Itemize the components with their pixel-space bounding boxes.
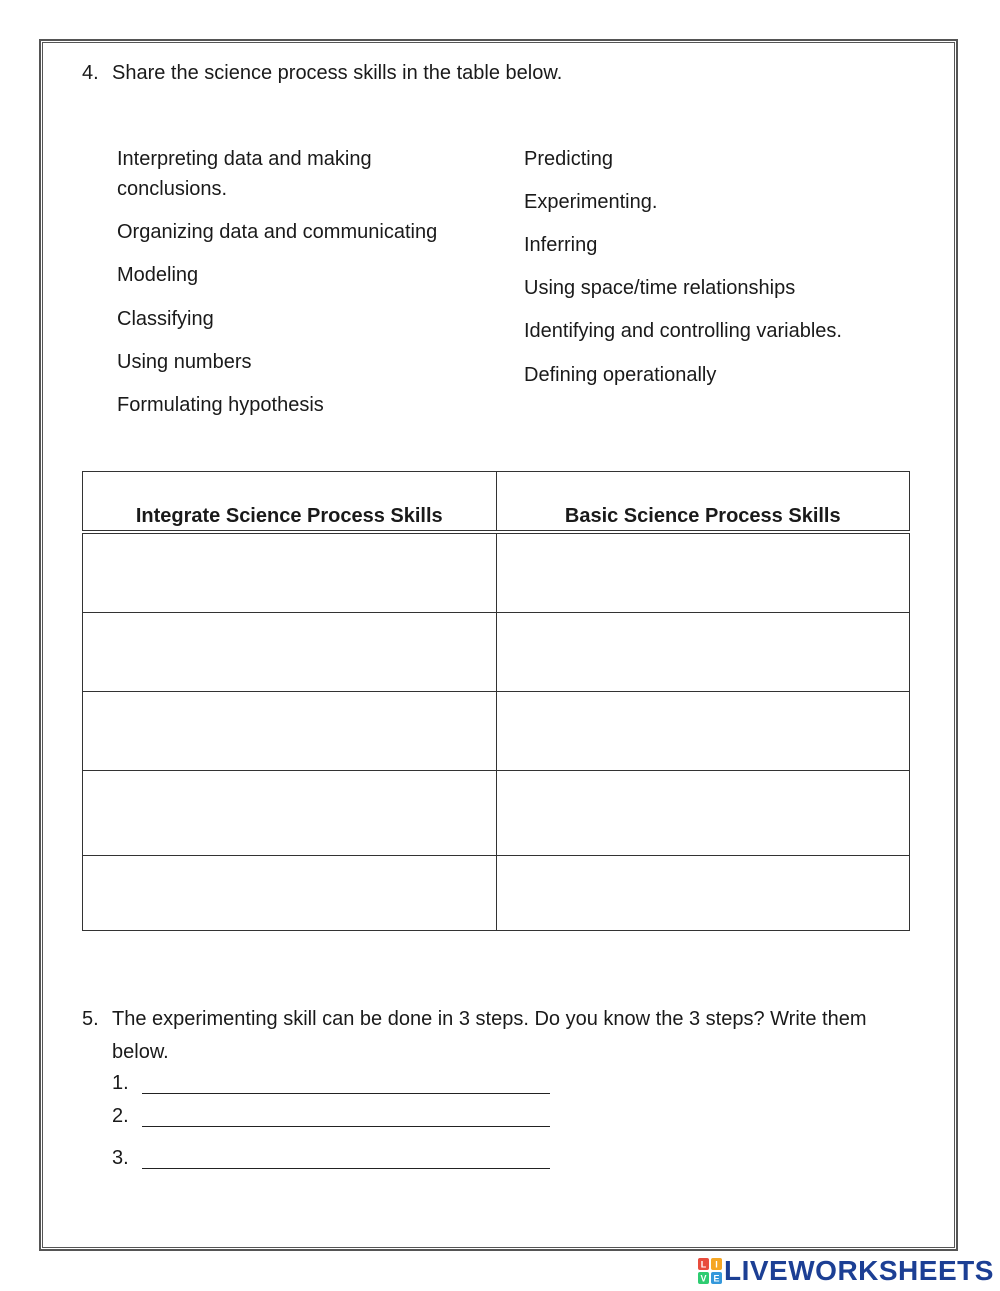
step-1-answer-line[interactable] xyxy=(142,1093,550,1094)
integrate-answer-cell[interactable] xyxy=(83,613,497,692)
table-row xyxy=(83,532,910,613)
table-row xyxy=(83,613,910,692)
step-3-answer-line[interactable] xyxy=(142,1168,550,1169)
question-4-number: 4. xyxy=(82,62,99,84)
integrate-answer-cell[interactable] xyxy=(83,771,497,856)
skill-interpreting-data: Interpreting data and making xyxy=(117,148,372,170)
skill-formulating-hypothesis: Formulating hypothesis xyxy=(117,394,324,416)
table-row xyxy=(83,856,910,931)
skill-space-time: Using space/time relationships xyxy=(524,277,796,299)
logo-icon-letter: V xyxy=(700,1273,707,1284)
skill-modeling: Modeling xyxy=(117,264,199,286)
integrate-answer-cell[interactable] xyxy=(83,856,497,931)
basic-answer-cell[interactable] xyxy=(496,856,910,931)
step-1-number: 1. xyxy=(112,1072,129,1094)
liveworksheets-logo-icon xyxy=(698,1258,722,1284)
header-basic-skills: Basic Science Process Skills xyxy=(496,472,910,533)
liveworksheets-logo-text: LIVEWORKSHEETS xyxy=(724,1255,994,1286)
question-5-text-continued: below. xyxy=(112,1041,169,1063)
skill-inferring: Inferring xyxy=(524,234,598,256)
liveworksheets-logo xyxy=(698,1254,994,1288)
step-2-number: 2. xyxy=(112,1105,129,1127)
logo-icon-letter: L xyxy=(700,1259,707,1270)
integrate-answer-cell[interactable] xyxy=(83,692,497,771)
question-5-number: 5. xyxy=(82,1008,99,1030)
basic-answer-cell[interactable] xyxy=(496,532,910,613)
skill-using-numbers: Using numbers xyxy=(117,351,252,373)
basic-answer-cell[interactable] xyxy=(496,692,910,771)
basic-answer-cell[interactable] xyxy=(496,771,910,856)
step-2-answer-line[interactable] xyxy=(142,1126,550,1127)
table-row xyxy=(83,692,910,771)
skill-predicting: Predicting xyxy=(524,148,613,170)
skills-table xyxy=(82,471,910,931)
logo-icon-letter: I xyxy=(715,1259,718,1270)
basic-answer-cell[interactable] xyxy=(496,613,910,692)
skill-conclusions: conclusions. xyxy=(117,178,228,200)
logo-icon-letter: E xyxy=(713,1273,720,1284)
skill-organizing-data: Organizing data and communicating xyxy=(117,221,438,243)
table-row xyxy=(83,771,910,856)
header-integrate-skills: Integrate Science Process Skills xyxy=(83,472,497,533)
skill-controlling-variables: Identifying and controlling variables. xyxy=(524,320,842,342)
skill-defining-operationally: Defining operationally xyxy=(524,364,717,386)
step-3-number: 3. xyxy=(112,1147,129,1169)
question-5-text: The experimenting skill can be done in 3 steps. Do you know the 3 steps? Write them xyxy=(112,1008,867,1030)
question-4-text: Share the science process skills in the table below. xyxy=(112,62,563,84)
integrate-answer-cell[interactable] xyxy=(83,532,497,613)
skill-experimenting: Experimenting. xyxy=(524,191,658,213)
skill-classifying: Classifying xyxy=(117,308,214,330)
